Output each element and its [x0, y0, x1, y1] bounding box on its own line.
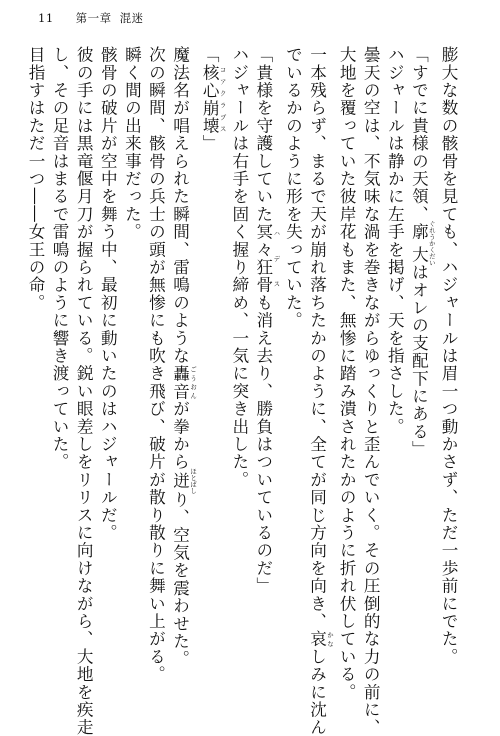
- ruby-word: 轟音 ごうおん: [170, 364, 198, 401]
- body-text: [10, 46, 460, 736]
- text-line: ハジャールは静かに左手を掲げ、天を指さした。: [385, 46, 405, 436]
- text-line: 一本残らず、まるで天が崩れ落ちたかのように、全てが同じ方向を向き、哀 かなしみに沈ん: [307, 46, 335, 736]
- ruby-word: 迸 ほとばし: [170, 467, 198, 494]
- ruby-word: 冥々狂骨 ハデス: [253, 223, 281, 294]
- text-line: 「すでに貴様の天領、廓大 ぐれうかくだいはオレの支配下にある」: [409, 46, 436, 459]
- page-header: [38, 10, 144, 26]
- ruby-word: 廓大 ぐれうかくだい: [409, 220, 436, 266]
- ruby-word: 哀 かな: [307, 630, 335, 648]
- chapter-label: 第一章: [75, 11, 112, 25]
- text-line: 膨大な数の骸骨を見ても、ハジャールは眉一つ動かさず、ただ一歩前にでた。: [439, 46, 458, 666]
- text-line: 骸骨の破片が空中を舞う中、最初に動いたのはハジャールだ。: [98, 46, 118, 542]
- chapter-title: 混迷: [119, 11, 144, 25]
- text-line: 次の瞬間、骸骨の兵士の頭が無惨にも吹き飛び、破片が散り散りに舞い上がる。: [146, 46, 166, 684]
- text-line: し、その足音はまるで雷鳴のように響き渡っていた。: [50, 46, 70, 471]
- text-line: でいるかのように形を失っていた。: [283, 46, 303, 330]
- text-line: 大地を覆っていた彼岸花もまた、無惨に踏み潰されたかのように折れ伏している。: [337, 46, 357, 701]
- text-line: 魔法名が唱えられた瞬間、雷鳴のような轟音 ごうおんが拳から迸 ほとばしり、空気を震わせた。: [170, 46, 198, 668]
- page-number: 11: [38, 11, 54, 25]
- text-line: 彼の手には黒竜偃月刀が握られている。鋭い眼差しをリリスに向けながら、大地を疾走: [74, 46, 94, 736]
- text-line: ハジャールは右手を固く握り締め、一気に突き出した。: [229, 46, 249, 489]
- ruby-word: 核心崩壊 コアクラプス: [200, 63, 227, 135]
- text-line: 「貴様を守護していた冥々狂骨 ハデスも消え去り、勝負はついているのだ」: [253, 46, 281, 595]
- text-line: 目指すはただ一つ――女王の命。: [26, 46, 45, 312]
- text-line: 瞬く間の出来事だった。: [122, 46, 142, 241]
- text-line: 曇天の空は、不気味な渦を巻きながらゆっくりと歪んでいく。その圧倒的な力の前に、: [361, 46, 381, 736]
- text-line: 「核心崩壊 コアクラプス」: [200, 46, 227, 153]
